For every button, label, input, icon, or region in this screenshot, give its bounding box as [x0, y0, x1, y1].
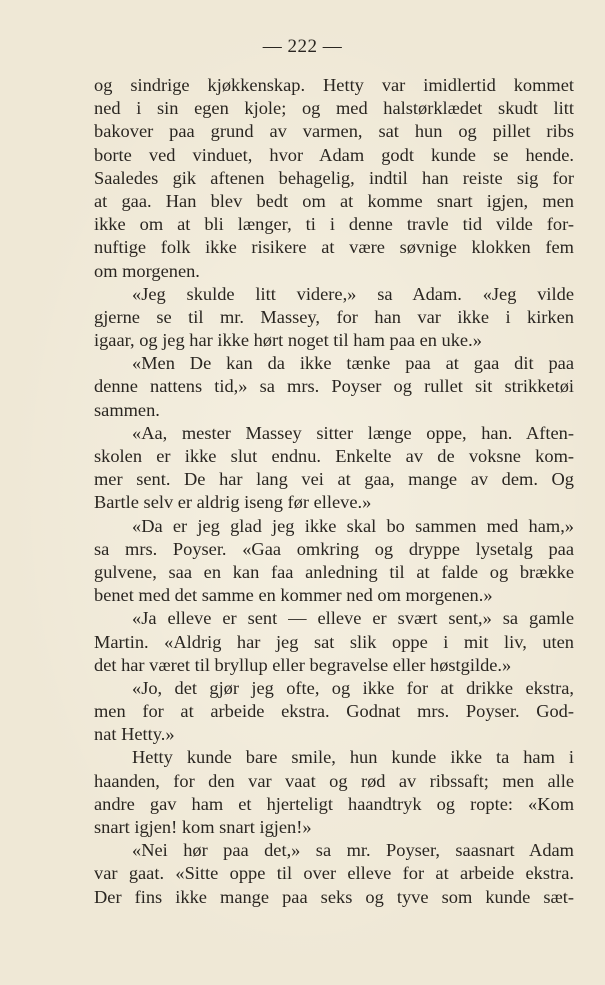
text-line: ikke om at bli længer, ti i denne travle tid vilde for- — [94, 214, 574, 235]
text-line: Der fins ikke mange paa seks og tyve som kunde sæt- — [94, 886, 574, 907]
text-line: skolen er ikke slut endnu. Enkelte av de voksne kom- — [94, 446, 574, 466]
text-line: «Jo, det gjør jeg ofte, og ikke for at drikke ekstra, — [132, 677, 574, 698]
text-line: igaar, og jeg har ikke hørt noget til ham paa en uke.» — [94, 330, 482, 351]
text-line: «Ja elleve er sent — elleve er svært sent,» sa gamle — [132, 608, 574, 629]
text-line: benet med det samme en kommer ned om morgenen.» — [94, 585, 493, 606]
text-line: borte ved vinduet, hvor Adam godt kunde se hende. — [94, 144, 574, 165]
text-line: mer sent. De har lang vei at gaa, mange av dem. Og — [94, 469, 574, 490]
text-line: nat Hetty.» — [94, 724, 175, 745]
text-line: gulvene, saa en kan faa anledning til at falde og brække — [94, 561, 574, 582]
text-line: «Nei hør paa det,» sa mr. Poyser, saasnart Adam — [132, 840, 574, 861]
text-line: det har været til bryllup eller begravelse eller høstgilde.» — [94, 654, 512, 675]
text-line: og sindrige kjøkkenskap. Hetty var imidlertid kommet — [94, 75, 574, 95]
text-line: sammen. — [94, 399, 160, 420]
text-line: Bartle selv er aldrig iseng før elleve.» — [94, 492, 372, 513]
text-line: «Da er jeg glad jeg ikke skal bo sammen med ham,» — [132, 515, 574, 536]
text-line: at gaa. Han blev bedt om at komme snart igjen, men — [94, 190, 574, 211]
text-line: var gaat. «Sitte oppe til over elleve for at arbeide ekstra. — [94, 863, 574, 884]
text-line: haanden, for den var vaat og rød av ribssaft; men alle — [94, 770, 574, 791]
text-line: sa mrs. Poyser. «Gaa omkring og dryppe lysetalg paa — [94, 538, 574, 559]
text-line: ned i sin egen kjole; og med halstørklædet skudt litt — [94, 98, 574, 119]
body-text — [94, 74, 574, 909]
text-line: andre gav ham et hjerteligt haandtryk og ropte: «Kom — [94, 793, 574, 814]
text-line: denne nattens tid,» sa mrs. Poyser og rullet sit strikketøi — [94, 376, 574, 397]
text-line: Saaledes gik aftenen behagelig, indtil han reiste sig for — [94, 167, 574, 188]
text-line: men for at arbeide ekstra. Godnat mrs. Poyser. God- — [94, 701, 574, 722]
text-line: snart igjen! kom snart igjen!» — [94, 817, 312, 837]
text-line: bakover paa grund av varmen, sat hun og pillet ribs — [94, 121, 574, 142]
page-number: — 222 — — [262, 36, 343, 57]
text-line: nuftige folk ikke risikere at være søvnige klokken fem — [94, 237, 574, 258]
text-line: «Aa, mester Massey sitter længe oppe, han. Aften- — [132, 422, 574, 443]
text-line: om morgenen. — [94, 260, 200, 281]
text-line: Martin. «Aldrig har jeg sat slik oppe i mit liv, uten — [94, 631, 574, 652]
text-line: Hetty kunde bare smile, hun kunde ikke ta ham i — [132, 747, 574, 768]
text-line: «Men De kan da ikke tænke paa at gaa dit paa — [132, 353, 574, 374]
text-line: «Jeg skulde litt videre,» sa Adam. «Jeg vilde — [132, 283, 574, 304]
text-line: gjerne se til mr. Massey, for han var ikke i kirken — [94, 306, 574, 327]
